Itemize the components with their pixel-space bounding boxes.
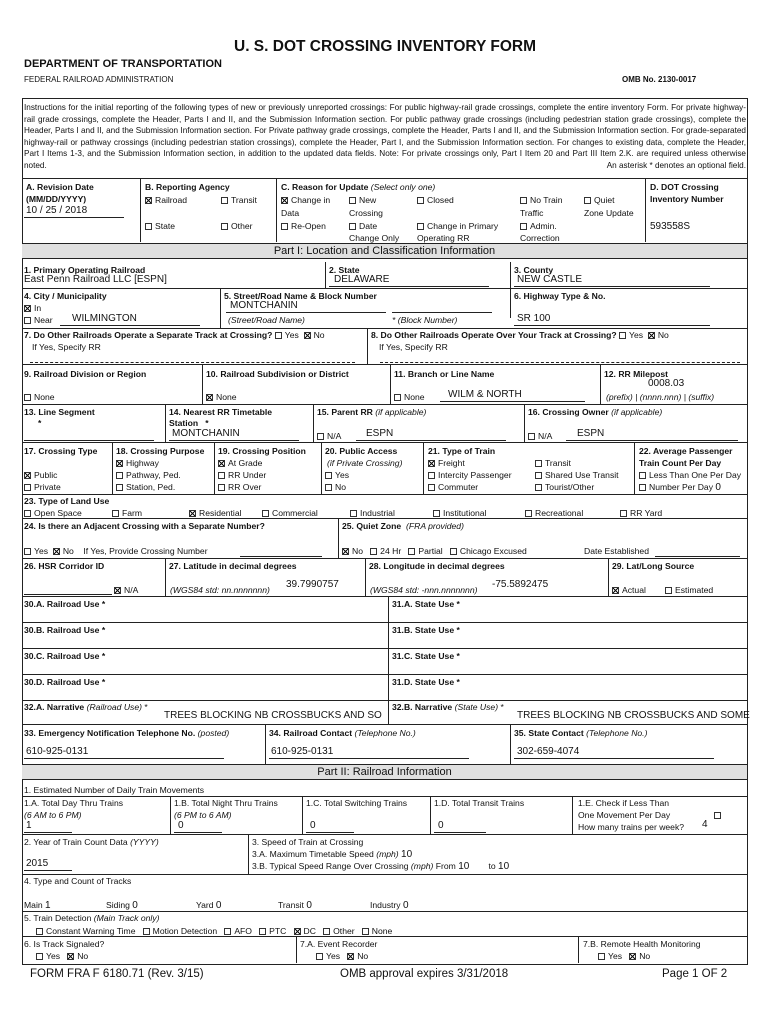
f34-value[interactable]: 610-925-0131 <box>271 746 334 757</box>
f21-commuter[interactable]: Commuter <box>428 482 478 492</box>
agency-state[interactable]: State <box>145 221 175 231</box>
p2-f2-value[interactable]: 2015 <box>26 858 49 869</box>
checkbox[interactable] <box>350 510 357 517</box>
p2-f1-label: 1. Estimated Number of Daily Train Movements <box>24 785 205 795</box>
f23-farm[interactable]: Farm <box>112 508 142 518</box>
checkbox[interactable] <box>620 510 627 517</box>
checkbox[interactable] <box>218 472 225 479</box>
f16-na[interactable]: N/A <box>528 431 552 441</box>
checkbox-checked[interactable] <box>67 953 74 960</box>
f24-options: Yes No If Yes, Provide Crossing Number <box>24 546 208 556</box>
f15-value[interactable]: ESPN <box>366 428 394 439</box>
revision-date-value[interactable]: 10 / 25 / 2018 <box>26 205 88 216</box>
f7-question: 7. Do Other Railroads Operate a Separate Track at Crossing? Yes No <box>24 330 325 340</box>
f24-label: 24. Is there an Adjacent Crossing with a Separate Number? <box>24 521 265 531</box>
reason-data-text: Data <box>281 208 300 218</box>
f23-residential[interactable]: Residential <box>189 508 242 518</box>
reason-change-primary[interactable]: Change in Primary <box>417 221 498 231</box>
p2-f3a: 3.A. Maximum Timetable Speed (mph) 10 <box>252 849 413 860</box>
checkbox-checked[interactable] <box>53 548 60 555</box>
f33-value[interactable]: 610-925-0131 <box>26 746 89 757</box>
agency-transit[interactable]: Transit <box>221 195 257 205</box>
p2-f1c-label: 1.C. Total Switching Trains <box>306 798 408 808</box>
checkbox[interactable] <box>24 510 31 517</box>
f4-in[interactable]: In <box>24 303 41 313</box>
f35-value[interactable]: 302-659-4074 <box>517 746 580 757</box>
dot-number-label: D. DOT Crossing <box>650 182 719 192</box>
f11-label: 11. Branch or Line Name <box>394 369 495 379</box>
omb-number: OMB No. 2130-0017 <box>622 75 697 84</box>
department-name: DEPARTMENT OF TRANSPORTATION <box>24 58 222 70</box>
f3-value[interactable]: NEW CASTLE <box>517 274 583 285</box>
checkbox-checked[interactable] <box>629 953 636 960</box>
p2-f2-label: 2. Year of Train Count Data (YYYY) <box>24 837 159 847</box>
footer-page-number: Page 1 OF 2 <box>662 968 728 980</box>
p2-f1e-label3: How many trains per week? <box>578 822 685 832</box>
f23-institutional[interactable]: Institutional <box>433 508 486 518</box>
f33-label: 33. Emergency Notification Telephone No. (posted) <box>24 728 230 738</box>
p2-f3-label: 3. Speed of Train at Crossing <box>252 837 364 847</box>
reason-change-only-text: Change Only <box>349 233 400 243</box>
f18-pathway[interactable]: Pathway, Ped. <box>116 470 181 480</box>
f6-label: 6. Highway Type & No. <box>514 291 606 301</box>
checkbox-checked[interactable] <box>24 472 31 479</box>
p2-f4-label: 4. Type and Count of Tracks <box>24 876 132 886</box>
checkbox[interactable] <box>275 332 282 339</box>
f11-none[interactable]: None <box>394 392 425 402</box>
f8-specify: If Yes, Specify RR <box>379 342 448 352</box>
checkbox[interactable] <box>281 223 288 230</box>
checkbox[interactable] <box>36 928 43 935</box>
p2-f4-main: Main 1 <box>24 900 51 911</box>
f31c-label: 31.C. State Use * <box>392 651 460 661</box>
reason-label: C. Reason for Update (Select only one) <box>281 182 436 192</box>
f2-label: 2. State <box>329 265 360 275</box>
checkbox[interactable] <box>36 953 43 960</box>
f12-value[interactable]: 0008.03 <box>648 378 685 389</box>
checkbox-checked[interactable] <box>281 197 288 204</box>
checkbox[interactable] <box>349 197 356 204</box>
f35-label: 35. State Contact (Telephone No.) <box>514 728 648 738</box>
f22-label2: Train Count Per Day <box>639 458 722 468</box>
checkbox[interactable] <box>428 484 435 491</box>
f15-label: 15. Parent RR (if applicable) <box>317 407 427 417</box>
f4-label: 4. City / Municipality <box>24 291 107 301</box>
checkbox-checked[interactable] <box>428 460 435 467</box>
p2-f5-options: Constant Warning Time Motion Detection AFO PTC DC Other None <box>36 926 392 936</box>
checkbox[interactable] <box>323 928 330 935</box>
f20-label: 20. Public Access <box>325 446 398 456</box>
f32a-label: 32.A. Narrative (Railroad Use) * <box>24 702 148 712</box>
footer-form-number: FORM FRA F 6180.71 (Rev. 3/15) <box>30 968 204 980</box>
p2-f1d-value[interactable]: 0 <box>438 820 444 831</box>
reason-zone-update-text: Zone Update <box>584 208 634 218</box>
checkbox[interactable] <box>24 317 31 324</box>
f14-label2: Station * <box>169 418 209 428</box>
f34-label: 34. Railroad Contact (Telephone No.) <box>269 728 416 738</box>
f27-label: 27. Latitude in decimal degrees <box>169 561 297 571</box>
f8-question: 8. Do Other Railroads Operate Over Your Track at Crossing? Yes No <box>371 330 669 340</box>
checkbox[interactable] <box>362 928 369 935</box>
p2-f1e-checkbox[interactable] <box>714 810 724 820</box>
f28-value[interactable]: -75.5892475 <box>492 579 549 590</box>
checkbox[interactable] <box>224 928 231 935</box>
checkbox[interactable] <box>528 433 535 440</box>
f6-value[interactable]: SR 100 <box>517 313 551 324</box>
f20-no[interactable]: No <box>325 482 346 492</box>
f10-none[interactable]: None <box>206 392 237 402</box>
part1-header: Part I: Location and Classification Information <box>22 243 747 259</box>
f23-commercial[interactable]: Commercial <box>262 508 318 518</box>
checkbox[interactable] <box>221 197 228 204</box>
p2-f7b-options: Yes No <box>598 951 650 961</box>
checkbox[interactable] <box>325 472 332 479</box>
f26-label: 26. HSR Corridor ID <box>24 561 105 571</box>
f19-rr-under[interactable]: RR Under <box>218 470 266 480</box>
reason-reopen[interactable]: Re-Open <box>281 221 326 231</box>
f26-na[interactable]: N/A <box>114 585 138 595</box>
f15-na[interactable]: N/A <box>317 431 341 441</box>
checkbox[interactable] <box>259 928 266 935</box>
p2-f4-siding: Siding 0 <box>106 900 138 911</box>
p2-f6-label: 6. Is Track Signaled? <box>24 939 105 949</box>
p2-f1a-label: 1.A. Total Day Thru Trains <box>24 798 124 808</box>
checkbox-checked[interactable] <box>116 460 123 467</box>
f18-label: 18. Crossing Purpose <box>116 446 205 456</box>
checkbox-checked[interactable] <box>294 928 301 935</box>
checkbox[interactable] <box>394 394 401 401</box>
p2-f1b-value[interactable]: 0 <box>178 820 184 831</box>
f25-options: No 24 Hr Partial Chicago Excused <box>342 546 527 556</box>
p2-industry-value[interactable]: 0 <box>402 900 409 911</box>
f11-value[interactable]: WILM & NORTH <box>448 389 522 400</box>
p2-transit-value[interactable]: 0 <box>306 900 312 911</box>
f21-freight[interactable]: Freight <box>428 458 465 468</box>
f21-transit[interactable]: Transit <box>535 458 571 468</box>
checkbox[interactable] <box>525 510 532 517</box>
reporting-agency-label: B. Reporting Agency <box>145 182 230 192</box>
checkbox[interactable] <box>520 197 527 204</box>
reason-traffic-text: Traffic <box>520 208 544 218</box>
f4-value[interactable]: WILMINGTON <box>72 313 137 324</box>
checkbox[interactable] <box>112 510 119 517</box>
part2-header: Part II: Railroad Information <box>22 764 747 780</box>
f16-label: 16. Crossing Owner (if applicable) <box>528 407 663 417</box>
f19-label: 19. Crossing Position <box>218 446 306 456</box>
f16-value[interactable]: ESPN <box>577 428 605 439</box>
p2-siding-value[interactable]: 0 <box>132 900 138 911</box>
p2-f4-transit: Transit 0 <box>278 900 312 911</box>
checkbox[interactable] <box>428 472 435 479</box>
p2-yard-value[interactable]: 0 <box>215 900 222 911</box>
checkbox-checked[interactable] <box>304 332 311 339</box>
reason-closed[interactable]: Closed <box>417 195 454 205</box>
checkbox[interactable] <box>520 223 527 230</box>
f5-street-hint: (Street/Road Name) <box>228 315 305 325</box>
p2-f1c-value[interactable]: 0 <box>310 820 316 831</box>
checkbox[interactable] <box>24 484 31 491</box>
f1-label: 1. Primary Operating Railroad <box>24 265 146 275</box>
checkbox-checked[interactable] <box>342 548 349 555</box>
f18-station[interactable]: Station, Ped. <box>116 482 175 492</box>
f23-label: 23. Type of Land Use <box>24 496 110 506</box>
checkbox[interactable] <box>24 548 31 555</box>
f3-label: 3. County <box>514 265 554 275</box>
f21-intercity[interactable]: Intercity Passenger <box>428 470 512 480</box>
f23-recreational[interactable]: Recreational <box>525 508 583 518</box>
f21-shared[interactable]: Shared Use Transit <box>535 470 619 480</box>
f30d-label: 30.D. Railroad Use * <box>24 677 106 687</box>
checkbox-checked[interactable] <box>206 394 213 401</box>
f5-label: 5. Street/Road Name & Block Number <box>224 291 377 301</box>
checkbox[interactable] <box>317 433 324 440</box>
reason-operating-rr-text: Operating RR <box>417 233 470 243</box>
f7-specify: If Yes, Specify RR <box>32 342 101 352</box>
f20-yes[interactable]: Yes <box>325 470 349 480</box>
form-title: U. S. DOT CROSSING INVENTORY FORM <box>234 38 536 55</box>
f28-hint: (WGS84 std: -nnn.nnnnnnn) <box>370 585 478 595</box>
checkbox-checked[interactable] <box>189 510 196 517</box>
p2-f3a-value[interactable]: 10 <box>401 849 413 860</box>
checkbox[interactable] <box>417 197 424 204</box>
f31d-label: 31.D. State Use * <box>392 677 460 687</box>
f5-value[interactable]: MONTCHANIN <box>230 300 298 311</box>
agency-railroad[interactable]: Railroad <box>145 195 187 205</box>
f17-label: 17. Crossing Type <box>24 446 98 456</box>
f29-actual[interactable]: Actual <box>612 585 646 595</box>
p2-f1a-value[interactable]: 1 <box>26 820 32 831</box>
checkbox-checked[interactable] <box>114 587 121 594</box>
checkbox-checked[interactable] <box>612 587 619 594</box>
f20-sub: (if Private Crossing) <box>327 458 403 468</box>
f25-date-established: Date Established <box>584 546 649 556</box>
checkbox[interactable] <box>349 223 356 230</box>
f31a-label: 31.A. State Use * <box>392 599 460 609</box>
f9-none[interactable]: None <box>24 392 55 402</box>
f19-at-grade[interactable]: At Grade <box>218 458 262 468</box>
f10-label: 10. Railroad Subdivision or District <box>206 369 349 379</box>
checkbox[interactable] <box>24 394 31 401</box>
checkbox-checked[interactable] <box>145 197 152 204</box>
p2-f1e-value[interactable]: 4 <box>702 819 708 830</box>
checkbox[interactable] <box>417 223 424 230</box>
f9-label: 9. Railroad Division or Region <box>24 369 147 379</box>
checkbox[interactable] <box>639 484 646 491</box>
f23-rr-yard[interactable]: RR Yard <box>620 508 662 518</box>
f22-label: 22. Average Passenger <box>639 446 733 456</box>
reason-crossing-text: Crossing <box>349 208 383 218</box>
f14-value[interactable]: MONTCHANIN <box>172 428 240 439</box>
f5-block-hint: * (Block Number) <box>392 315 458 325</box>
reason-admin[interactable]: Admin. <box>520 221 557 231</box>
checkbox[interactable] <box>262 510 269 517</box>
f21-tourist[interactable]: Tourist/Other <box>535 482 594 492</box>
checkbox[interactable] <box>218 484 225 491</box>
p2-f1a-sub: (6 AM to 6 PM) <box>24 810 82 820</box>
p2-f4-yard: Yard 0 <box>196 900 222 911</box>
agency-other[interactable]: Other <box>221 221 253 231</box>
checkbox[interactable] <box>325 484 332 491</box>
checkbox[interactable] <box>535 472 542 479</box>
revision-date-label: A. Revision Date <box>26 182 94 192</box>
checkbox[interactable] <box>143 928 150 935</box>
checkbox[interactable] <box>116 484 123 491</box>
p2-f1e-label2: One Movement Per Day <box>578 810 671 820</box>
checkbox[interactable] <box>535 484 542 491</box>
p2-f3b: 3.B. Typical Speed Range Over Crossing (mph) From 10 to 10 <box>252 861 510 872</box>
p2-f1b-label: 1.B. Total Night Thru Trains <box>174 798 278 808</box>
f13-label: 13. Line Segment <box>24 407 95 417</box>
checkbox[interactable] <box>408 548 415 555</box>
p2-f1d-label: 1.D. Total Transit Trains <box>434 798 525 808</box>
checkbox-checked[interactable] <box>24 305 31 312</box>
f2-value[interactable]: DELAWARE <box>334 274 390 285</box>
checkbox[interactable] <box>116 472 123 479</box>
instructions: Instructions for the initial reporting of the following types of new or previously unreported crossings: For public highway-rail grade crossings, complete the entire inventory Form. For private highway-rail grade crossings, complete the Header, Parts I and II, and the Submission Information section. For public pathway grade crossings (including pedestrian station grade crossings), complete the Header, Parts I and II, and the Submission Information section. For Private pathway grade crossings, complete the Header, Parts I and II, and the Submission Information section. For grade-separated highway-rail or pathway crossings (including pedestrian station crossings), complete the Header, Part I, and the Submission Information section. For changes to existing data, complete the Header, Part I Items 1-3, and the Submission Information section, in addition to the updated data fields. Note: For private crossings only, Part I Item 20 and Part III Item 2.K. are required unless otherwise noted. An asterisk * denotes an optional field. <box>24 103 746 170</box>
f1-value[interactable]: East Penn Railroad LLC [ESPN] <box>24 274 167 285</box>
p2-to-value[interactable]: 10 <box>498 861 510 872</box>
checkbox[interactable] <box>584 197 591 204</box>
p2-f7a-label: 7.A. Event Recorder <box>300 939 378 949</box>
f30c-label: 30.C. Railroad Use * <box>24 651 106 661</box>
reason-no-train[interactable]: No Train <box>520 195 562 205</box>
checkbox[interactable] <box>665 587 672 594</box>
checkbox[interactable] <box>221 223 228 230</box>
f17-public[interactable]: Public <box>24 470 57 480</box>
checkbox-checked[interactable] <box>648 332 655 339</box>
checkbox[interactable] <box>433 510 440 517</box>
f31b-label: 31.B. State Use * <box>392 625 460 635</box>
checkbox[interactable] <box>714 812 721 819</box>
f27-value[interactable]: 39.7990757 <box>286 579 339 590</box>
checkbox-checked[interactable] <box>218 460 225 467</box>
p2-f4-industry: Industry 0 <box>370 900 409 911</box>
f32a-value[interactable]: TREES BLOCKING NB CROSSBUCKS AND SO <box>164 710 382 721</box>
f22-less-one[interactable]: Less Than One Per Day <box>639 470 741 480</box>
reason-change-in-data[interactable]: Change in <box>281 195 330 205</box>
f13-optional: * <box>38 418 42 428</box>
p2-main-value[interactable]: 1 <box>45 900 51 911</box>
reason-correction-text: Correction <box>520 233 560 243</box>
f23-open[interactable]: Open Space <box>24 508 82 518</box>
reason-quiet[interactable]: Quiet <box>584 195 615 205</box>
f12-label: 12. RR Milepost <box>604 369 668 379</box>
f29-estimated[interactable]: Estimated <box>665 585 713 595</box>
checkbox-checked[interactable] <box>347 953 354 960</box>
p2-f7b-label: 7.B. Remote Health Monitoring <box>583 939 701 949</box>
administration-name: FEDERAL RAILROAD ADMINISTRATION <box>24 75 174 84</box>
reason-new[interactable]: New <box>349 195 376 205</box>
p2-f6-options: Yes No <box>36 951 88 961</box>
f19-rr-over[interactable]: RR Over <box>218 482 261 492</box>
checkbox[interactable] <box>145 223 152 230</box>
p2-f1e-label: 1.E. Check if Less Than <box>578 798 670 808</box>
divider <box>22 178 747 179</box>
f25-label: 25. Quiet Zone (FRA provided) <box>342 521 464 531</box>
checkbox[interactable] <box>619 332 626 339</box>
checkbox[interactable] <box>598 953 605 960</box>
checkbox[interactable] <box>450 548 457 555</box>
f27-hint: (WGS84 std: nn.nnnnnnn) <box>170 585 270 595</box>
f32b-label: 32.B. Narrative (State Use) * <box>392 702 504 712</box>
f23-industrial[interactable]: Industrial <box>350 508 395 518</box>
f32b-value[interactable]: TREES BLOCKING NB CROSSBUCKS AND SOME <box>517 710 750 721</box>
dot-number-label2: Inventory Number <box>650 194 724 204</box>
footer-omb-expiry: OMB approval expires 3/31/2018 <box>340 968 509 980</box>
checkbox[interactable] <box>316 953 323 960</box>
f22-number[interactable]: Number Per Day 0 <box>639 482 721 493</box>
checkbox[interactable] <box>535 460 542 467</box>
checkbox[interactable] <box>639 472 646 479</box>
reason-date[interactable]: Date <box>349 221 377 231</box>
f18-highway[interactable]: Highway <box>116 458 159 468</box>
f4-near[interactable]: Near <box>24 315 53 325</box>
f21-label: 21. Type of Train <box>428 446 496 456</box>
dot-number-value[interactable]: 593558S <box>650 221 691 232</box>
checkbox[interactable] <box>370 548 377 555</box>
f22-value[interactable]: 0 <box>715 482 721 493</box>
f30b-label: 30.B. Railroad Use * <box>24 625 106 635</box>
revision-date-format: (MM/DD/YYYY) <box>26 194 87 204</box>
f12-hints: (prefix) | (nnnn.nnn) | (suffix) <box>606 392 715 402</box>
p2-from-value[interactable]: 10 <box>458 861 470 872</box>
f17-private[interactable]: Private <box>24 482 61 492</box>
p2-f1b-sub: (6 PM to 6 AM) <box>174 810 232 820</box>
f14-label: 14. Nearest RR Timetable <box>169 407 273 417</box>
p2-f5-label: 5. Train Detection (Main Track only) <box>24 913 160 923</box>
f29-label: 29. Lat/Long Source <box>612 561 695 571</box>
p2-f7a-options: Yes No <box>316 951 368 961</box>
f28-label: 28. Longitude in decimal degrees <box>369 561 505 571</box>
f30a-label: 30.A. Railroad Use * <box>24 599 106 609</box>
